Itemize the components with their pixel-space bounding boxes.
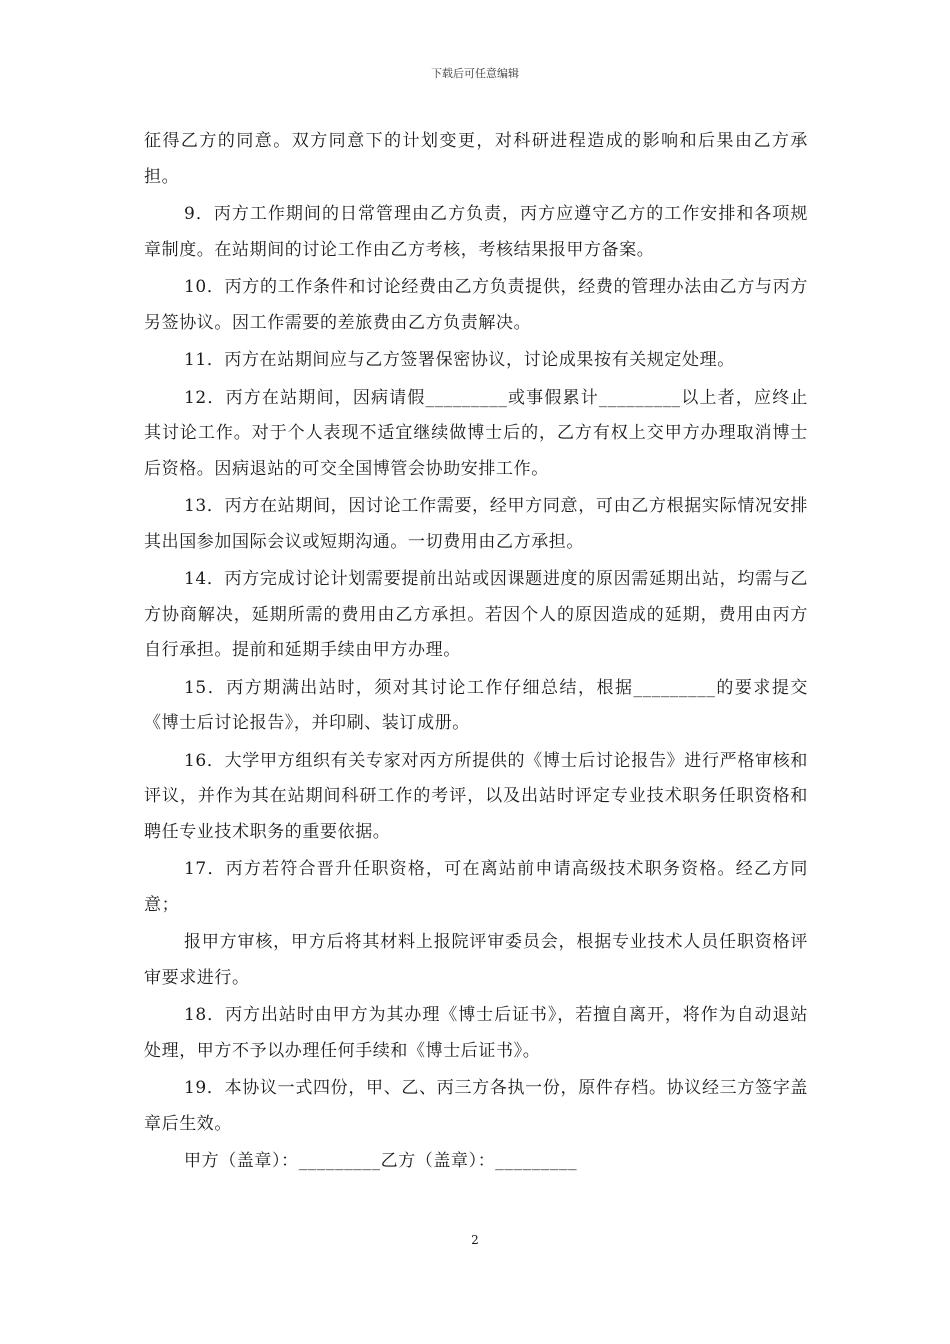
- paragraph-continuation: 征得乙方的同意。双方同意下的计划变更，对科研进程造成的影响和后果由乙方承担。: [144, 131, 808, 187]
- clause-16: 16．大学甲方组织有关专家对丙方所提供的《博士后讨论报告》进行严格审核和评议，并作为其在站期间科研工作的考评，以及出站时评定专业技术职务任职资格和聘任专业技术职务的重要依据。: [144, 750, 808, 842]
- document-body: [144, 124, 808, 1182]
- clause-14: 14．丙方完成讨论计划需要提前出站或因课题进度的原因需延期出站，均需与乙方协商解决，延期所需的费用由乙方承担。若因个人的原因造成的延期，费用由丙方自行承担。提前和延期手续由甲方办理。: [144, 569, 808, 660]
- clause-13: 13．丙方在站期间，因讨论工作需要，经甲方同意，可由乙方根据实际情况安排其出国参加国际会议或短期沟通。一切费用由乙方承担。: [144, 496, 808, 552]
- page-header: 下载后可任意编辑: [431, 67, 519, 80]
- clause-10: 10．丙方的工作条件和讨论经费由乙方负责提供，经费的管理办法由乙方与丙方另签协议。因工作需要的差旅费由乙方负责解决。: [144, 277, 808, 333]
- clause-19: 19．本协议一式四份，甲、乙、丙三方各执一份，原件存档。协议经三方签字盖章后生效。: [144, 1078, 808, 1134]
- page-number: 2: [471, 1233, 479, 1247]
- clause-12: 12．丙方在站期间，因病请假_________或事假累计_________以上者，应终止其讨论工作。对于个人表现不适宜继续做博士后的，乙方有权上交甲方办理取消博士后资格。因病退站的可交全国博管会协助安排工作。: [144, 387, 808, 479]
- signature-line: 甲方（盖章）：_________乙方（盖章）：_________: [184, 1151, 578, 1171]
- clause-9: 9．丙方工作期间的日常管理由乙方负责，丙方应遵守乙方的工作安排和各项规章制度。在站期间的讨论工作由乙方考核，考核结果报甲方备案。: [144, 204, 808, 260]
- clause-18: 18．丙方出站时由甲方为其办理《博士后证书》，若擅自离开，将作为自动退站处理，甲方不予以办理任何手续和《博士后证书》。: [144, 1005, 808, 1061]
- clause-17-continued: 报甲方审核，甲方后将其材料上报院评审委员会，根据专业技术人员任职资格评审要求进行。: [144, 932, 808, 988]
- clause-11: 11．丙方在站期间应与乙方签署保密协议，讨论成果按有关规定处理。: [184, 350, 735, 370]
- clause-15: 15．丙方期满出站时，须对其讨论工作仔细总结，根据_________的要求提交《博士后讨论报告》，并印刷、装订成册。: [144, 677, 808, 733]
- clause-17: 17．丙方若符合晋升任职资格，可在离站前申请高级技术职务资格。经乙方同意；: [144, 859, 808, 915]
